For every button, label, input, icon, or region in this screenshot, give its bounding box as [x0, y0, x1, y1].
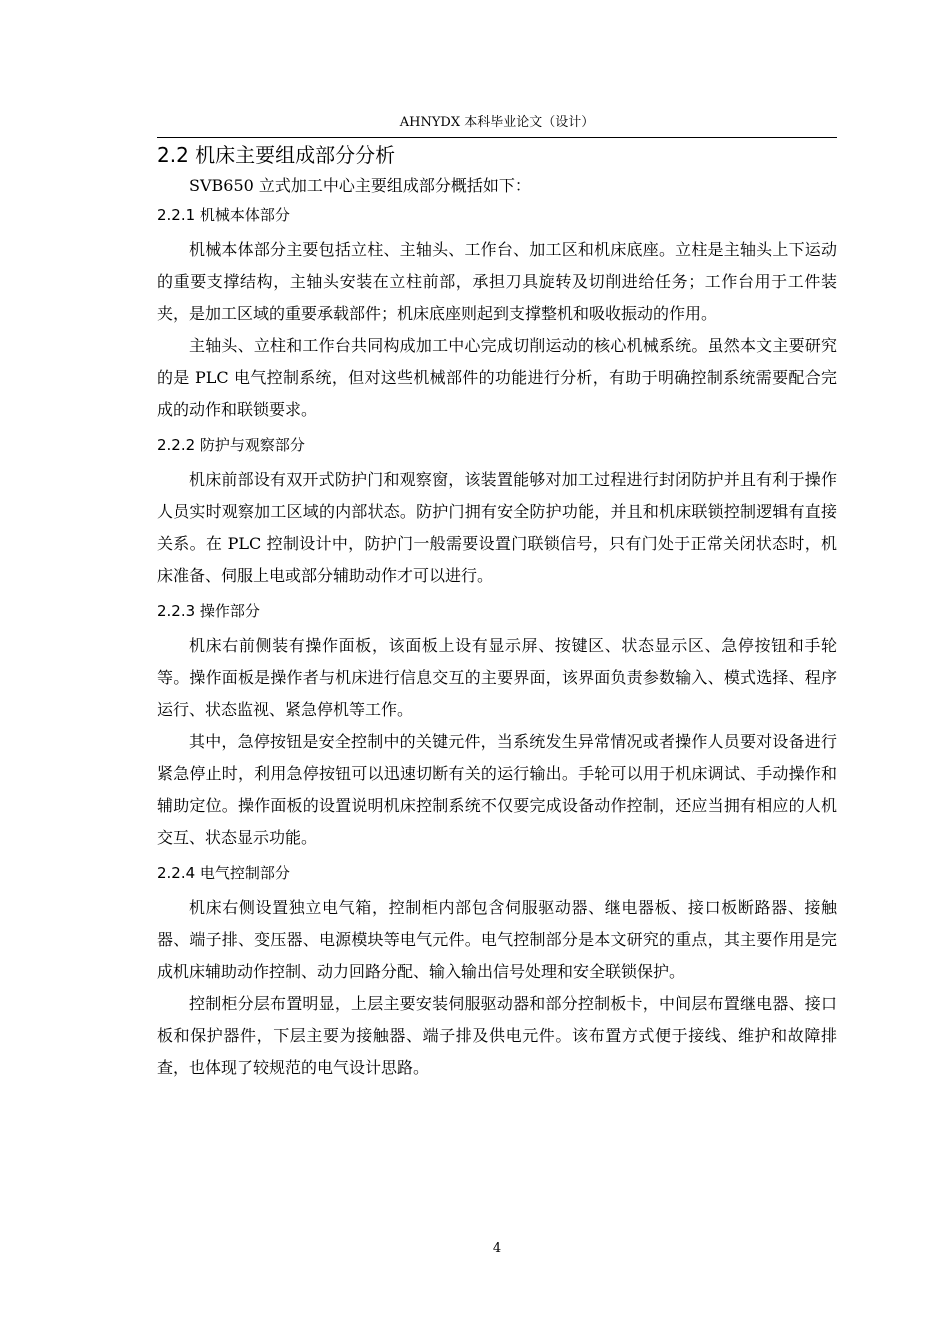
section-intro: SVB650 立式加工中心主要组成部分概括如下： [189, 176, 531, 195]
subsection-operation [157, 601, 837, 854]
paragraph: 机床右前侧装有操作面板，该面板上设有显示屏、按键区、状态显示区、急停按钮和手轮等。操作面板是操作者与机床进行信息交互的主要界面，该界面负责参数输入、模式选择、程序运行、状态监视、紧急停机等工作。 [157, 636, 837, 719]
section-heading: 2.2 机床主要组成部分分析 [157, 143, 396, 167]
subsection-heading: 2.2.1 机械本体部分 [157, 206, 290, 224]
paragraph: 主轴头、立柱和工作台共同构成加工中心完成切削运动的核心机械系统。虽然本文主要研究的是 PLC 电气控制系统，但对这些机械部件的功能进行分析，有助于明确控制系统需要配合完成的动作和联锁要求。 [157, 336, 837, 419]
paragraph: 其中，急停按钮是安全控制中的关键元件，当系统发生异常情况或者操作人员要对设备进行紧急停止时，利用急停按钮可以迅速切断有关的运行输出。手轮可以用于机床调试、手动操作和辅助定位。操作面板的设置说明机床控制系统不仅要完成设备动作控制，还应当拥有相应的人机交互、状态显示功能。 [157, 732, 837, 847]
header-rule [157, 137, 837, 138]
paragraph: 机床前部设有双开式防护门和观察窗，该装置能够对加工过程进行封闭防护并且有利于操作人员实时观察加工区域的内部状态。防护门拥有安全防护功能，并且和机床联锁控制逻辑有直接关系。在 PLC 控制设计中，防护门一般需要设置门联锁信号，只有门处于正常关闭状态时，机床准备、伺服上电或部分辅助动作才可以进行。 [157, 470, 837, 585]
page-number: 4 [492, 1241, 502, 1256]
subsection-heading: 2.2.4 电气控制部分 [157, 864, 290, 882]
paragraph: 机床右侧设置独立电气箱，控制柜内部包含伺服驱动器、继电器板、接口板断路器、接触器、端子排、变压器、电源模块等电气元件。电气控制部分是本文研究的重点，其主要作用是完成机床辅助动作控制、动力回路分配、输入输出信号处理和安全联锁保护。 [157, 898, 837, 981]
page-content [157, 140, 837, 1084]
subsection-electrical [157, 863, 837, 1084]
subsection-protection [157, 435, 837, 592]
subsection-mechanical [157, 205, 837, 426]
paragraph: 机械本体部分主要包括立柱、主轴头、工作台、加工区和机床底座。立柱是主轴头上下运动的重要支撑结构，主轴头安装在立柱前部，承担刀具旋转及切削进给任务；工作台用于工件装夹，是加工区域的重要承载部件；机床底座则起到支撑整机和吸收振动的作用。 [157, 240, 837, 323]
running-header: AHNYDX 本科毕业论文（设计） [399, 115, 595, 130]
subsection-heading: 2.2.2 防护与观察部分 [157, 436, 305, 454]
subsection-heading: 2.2.3 操作部分 [157, 602, 260, 620]
paragraph: 控制柜分层布置明显，上层主要安装伺服驱动器和部分控制板卡，中间层布置继电器、接口板和保护器件，下层主要为接触器、端子排及供电元件。该布置方式便于接线、维护和故障排查，也体现了较规范的电气设计思路。 [157, 994, 837, 1077]
